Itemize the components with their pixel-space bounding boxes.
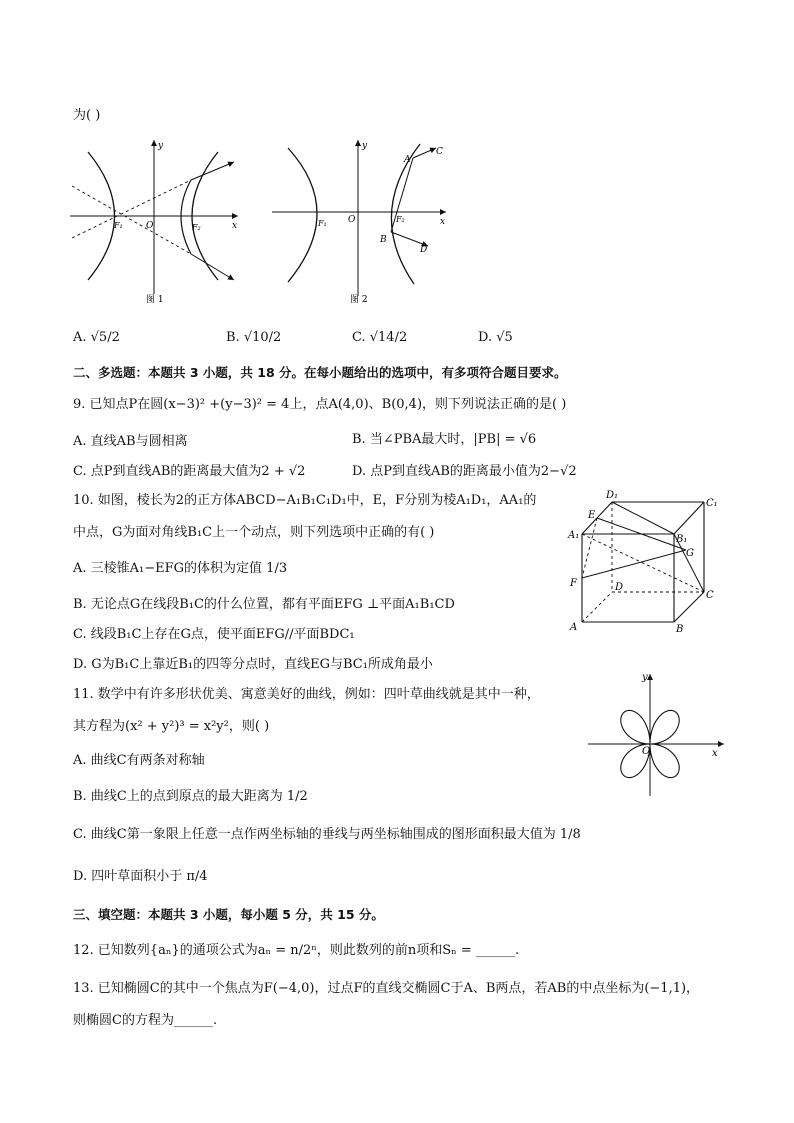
cube-a-label: A <box>570 622 578 633</box>
fig2-caption: 图 2 <box>350 295 368 304</box>
cube-d1-label: D₁ <box>606 490 619 501</box>
cube-g-label: G <box>686 548 694 559</box>
q8-option-a: A. √5/2 <box>73 330 120 345</box>
q9-option-a: A. 直线AB与圆相离 <box>73 434 188 449</box>
fig2-y-label: y <box>362 141 368 151</box>
figure-2 <box>268 134 453 304</box>
q10-stem-2: 中点，G为面对角线B₁C上一个动点，则下列选项中正确的有( ) <box>73 525 435 540</box>
q9-option-b: B. 当∠PBA最大时，|PB| = √6 <box>352 432 537 447</box>
fig2-d-label: D <box>420 245 428 255</box>
cube-f-label: F <box>570 578 577 589</box>
fig2-a-label: A <box>404 155 411 165</box>
section-2-heading: 二、多选题：本题共 3 小题，共 18 分。在每小题给出的选项中，有多项符合题目要求。 <box>73 365 567 380</box>
fig1-f1-label: F₁ <box>114 221 123 230</box>
fig2-x-label: x <box>440 217 446 227</box>
fig1-f2-label: F₂ <box>192 223 201 232</box>
q8-option-d: D. √5 <box>478 330 513 345</box>
cube-a1-label: A₁ <box>568 530 580 541</box>
q10-option-c: C. 线段B₁C上存在G点，使平面EFG//平面BDC₁ <box>73 627 355 642</box>
fig1-y-label: y <box>158 141 164 151</box>
q8-tail: 为( ) <box>73 108 101 123</box>
q9-stem: 9. 已知点P在圆(x−3)² +(y−3)² = 4上，点A(4,0)、B(0,4)，则下列说法正确的是( ) <box>73 397 567 412</box>
q12-stem: 12. 已知数列{aₙ}的通项公式为aₙ = n/2ⁿ，则此数列的前n项和Sₙ = ______. <box>73 943 520 958</box>
cube-c-label: C <box>706 590 714 601</box>
q10-option-d: D. G为B₁C上靠近B₁的四等分点时，直线EG与BC₁所成角最小 <box>73 657 433 672</box>
cube-figure <box>564 488 724 636</box>
q10-option-a: A. 三棱锥A₁−EFG的体积为定值 1/3 <box>73 561 288 576</box>
q11-option-b: B. 曲线C上的点到原点的最大距离为 1/2 <box>73 789 308 804</box>
q10-option-b: B. 无论点G在线段B₁C的什么位置，都有平面EFG ⊥平面A₁B₁CD <box>73 597 455 612</box>
cube-b-label: B <box>676 624 684 635</box>
clover-x-label: x <box>712 748 718 759</box>
fig1-origin-label: O <box>146 221 154 231</box>
q13-stem-1: 13. 已知椭圆C的其中一个焦点为F(−4,0)，过点F的直线交椭圆C于A、B两点，若AB的中点坐标为(−1,1)， <box>73 981 700 996</box>
q8-option-c: C. √14/2 <box>352 330 408 345</box>
clover-figure <box>584 668 734 800</box>
fig2-b-label: B <box>380 235 387 245</box>
fig2-origin-label: O <box>348 215 356 225</box>
fig2-c-label: C <box>436 147 443 157</box>
q11-option-d: D. 四叶草面积小于 π/4 <box>73 869 208 884</box>
q11-option-a: A. 曲线C有两条对称轴 <box>73 753 205 768</box>
clover-origin-label: O <box>642 746 651 757</box>
section-3-heading: 三、填空题：本题共 3 小题，每小题 5 分，共 15 分。 <box>73 907 384 922</box>
cube-b1-label: B₁ <box>676 534 688 545</box>
q10-stem-1: 10. 如图，棱长为2的正方体ABCD−A₁B₁C₁D₁中，E，F分别为棱A₁D₁，AA₁的 <box>73 493 537 508</box>
fig1-caption: 图 1 <box>146 295 164 304</box>
q8-option-b: B. √10/2 <box>226 330 282 345</box>
figure-1 <box>66 134 246 304</box>
q11-stem-2: 其方程为(x² + y²)³ = x²y²，则( ) <box>73 719 270 734</box>
clover-y-label: y <box>642 672 648 683</box>
q11-option-c: C. 曲线C第一象限上任意一点作两坐标轴的垂线与两坐标轴围成的图形面积最大值为 1/8 <box>73 827 581 842</box>
q13-stem-2: 则椭圆C的方程为______. <box>73 1013 218 1028</box>
fig2-f1-label: F₁ <box>318 219 327 228</box>
q9-option-c: C. 点P到直线AB的距离最大值为2 + √2 <box>73 464 306 479</box>
fig2-f2-label: F₂ <box>396 215 405 224</box>
q9-option-d: D. 点P到直线AB的距离最小值为2−√2 <box>352 464 577 479</box>
cube-d-label: D <box>615 582 624 593</box>
cube-c1-label: C₁ <box>706 498 718 509</box>
q11-stem-1: 11. 数学中有许多形状优美、寓意美好的曲线，例如：四叶草曲线就是其中一种， <box>73 687 540 702</box>
cube-e-label: E <box>588 510 596 521</box>
fig1-x-label: x <box>232 221 238 231</box>
